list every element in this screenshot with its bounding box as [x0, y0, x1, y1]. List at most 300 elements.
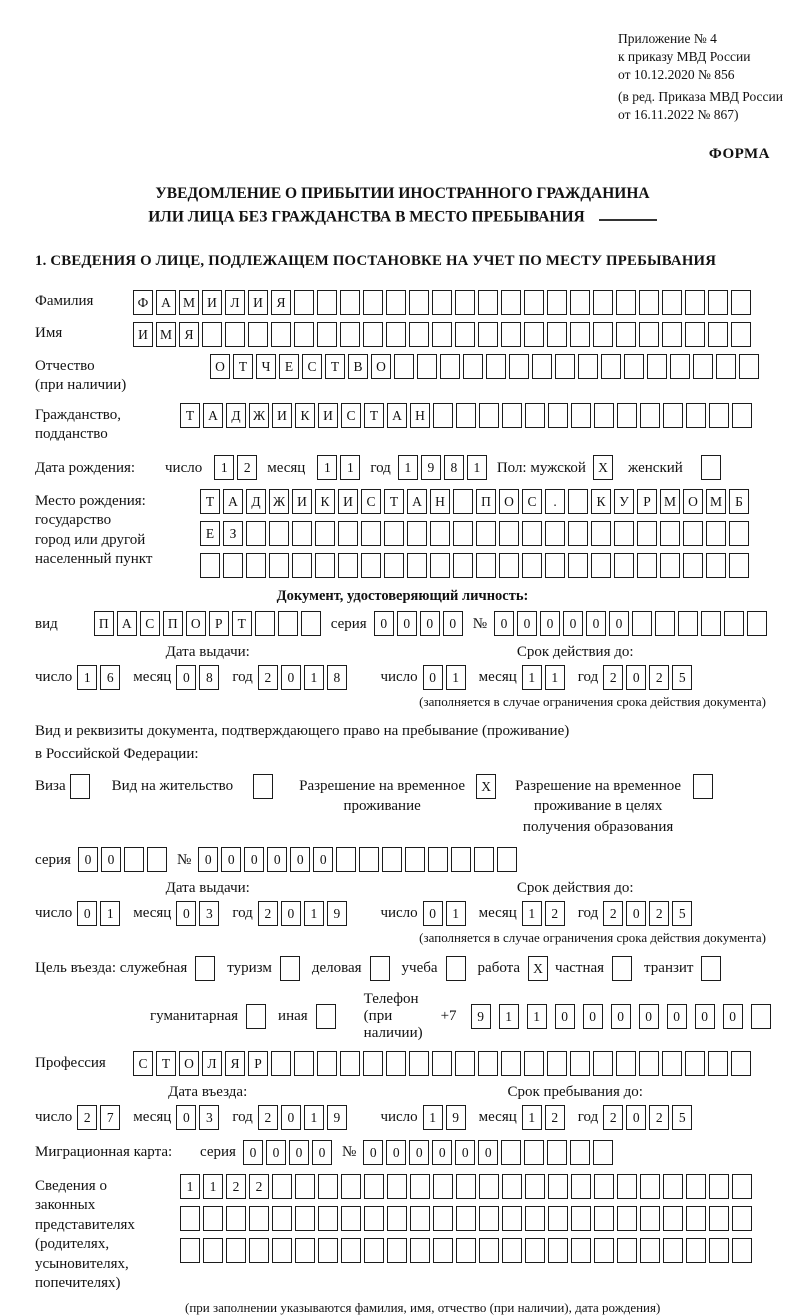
char-cell[interactable]: Ч: [256, 354, 276, 379]
char-cell[interactable]: [708, 1051, 728, 1076]
char-cell[interactable]: 1: [499, 1004, 519, 1029]
char-cell[interactable]: И: [292, 489, 312, 514]
char-cell[interactable]: [433, 1174, 453, 1199]
char-cell[interactable]: [568, 521, 588, 546]
char-cell[interactable]: О: [499, 489, 519, 514]
char-cell[interactable]: 1: [522, 665, 542, 690]
char-cell[interactable]: С: [133, 1051, 153, 1076]
char-cell[interactable]: [571, 403, 591, 428]
char-cell[interactable]: [571, 1174, 591, 1199]
char-cell[interactable]: [502, 403, 522, 428]
char-cell[interactable]: 0: [583, 1004, 603, 1029]
char-cell[interactable]: 3: [199, 901, 219, 926]
char-cell[interactable]: [384, 521, 404, 546]
char-cell[interactable]: [548, 1174, 568, 1199]
char-cell[interactable]: 2: [649, 665, 669, 690]
char-cell[interactable]: [662, 1051, 682, 1076]
char-cell[interactable]: [271, 322, 291, 347]
char-cell[interactable]: [501, 1140, 521, 1165]
char-cell[interactable]: 1: [304, 665, 324, 690]
char-cell[interactable]: [249, 1238, 269, 1263]
char-cell[interactable]: [647, 354, 667, 379]
char-cell[interactable]: 9: [446, 1105, 466, 1130]
char-cell[interactable]: Л: [225, 290, 245, 315]
char-cell[interactable]: [338, 521, 358, 546]
char-cell[interactable]: 2: [258, 1105, 278, 1130]
char-cell[interactable]: [478, 290, 498, 315]
char-cell[interactable]: [479, 403, 499, 428]
char-cell[interactable]: [428, 847, 448, 872]
char-cell[interactable]: [430, 521, 450, 546]
char-cell[interactable]: [686, 1238, 706, 1263]
char-cell[interactable]: 1: [522, 901, 542, 926]
char-cell[interactable]: [294, 1051, 314, 1076]
char-cell[interactable]: 1: [203, 1174, 223, 1199]
char-cell[interactable]: [409, 322, 429, 347]
char-cell[interactable]: О: [371, 354, 391, 379]
char-cell[interactable]: [686, 403, 706, 428]
char-cell[interactable]: И: [272, 403, 292, 428]
char-cell[interactable]: 1: [100, 901, 120, 926]
char-cell[interactable]: К: [591, 489, 611, 514]
char-cell[interactable]: 2: [649, 1105, 669, 1130]
char-cell[interactable]: 0: [101, 847, 121, 872]
char-cell[interactable]: [341, 1206, 361, 1231]
char-cell[interactable]: Я: [271, 290, 291, 315]
char-cell[interactable]: 0: [313, 847, 333, 872]
char-cell[interactable]: [341, 1238, 361, 1263]
char-cell[interactable]: [453, 553, 473, 578]
char-cell[interactable]: 0: [639, 1004, 659, 1029]
char-cell[interactable]: [640, 403, 660, 428]
char-cell[interactable]: 0: [386, 1140, 406, 1165]
char-cell[interactable]: Е: [200, 521, 220, 546]
char-cell[interactable]: [706, 553, 726, 578]
char-cell[interactable]: 8: [199, 665, 219, 690]
char-cell[interactable]: 0: [266, 1140, 286, 1165]
char-cell[interactable]: В: [348, 354, 368, 379]
char-cell[interactable]: [724, 611, 744, 636]
char-cell[interactable]: 2: [237, 455, 257, 480]
char-cell[interactable]: 0: [609, 611, 629, 636]
checkbox-work[interactable]: X: [528, 956, 548, 981]
char-cell[interactable]: 0: [455, 1140, 475, 1165]
char-cell[interactable]: [363, 290, 383, 315]
char-cell[interactable]: [614, 553, 634, 578]
char-cell[interactable]: 1: [180, 1174, 200, 1199]
char-cell[interactable]: [364, 1238, 384, 1263]
char-cell[interactable]: [479, 1174, 499, 1199]
char-cell[interactable]: [640, 1174, 660, 1199]
char-cell[interactable]: [593, 1140, 613, 1165]
char-cell[interactable]: [361, 521, 381, 546]
char-cell[interactable]: [363, 1051, 383, 1076]
char-cell[interactable]: [479, 1238, 499, 1263]
char-cell[interactable]: [640, 1238, 660, 1263]
char-cell[interactable]: [387, 1174, 407, 1199]
char-cell[interactable]: О: [186, 611, 206, 636]
char-cell[interactable]: К: [295, 403, 315, 428]
char-cell[interactable]: [386, 1051, 406, 1076]
char-cell[interactable]: [594, 1238, 614, 1263]
char-cell[interactable]: И: [202, 290, 222, 315]
char-cell[interactable]: [524, 290, 544, 315]
char-cell[interactable]: [731, 322, 751, 347]
char-cell[interactable]: 0: [281, 901, 301, 926]
char-cell[interactable]: 0: [667, 1004, 687, 1029]
char-cell[interactable]: [729, 553, 749, 578]
char-cell[interactable]: [616, 1051, 636, 1076]
char-cell[interactable]: Я: [225, 1051, 245, 1076]
char-cell[interactable]: 2: [258, 901, 278, 926]
char-cell[interactable]: 0: [78, 847, 98, 872]
char-cell[interactable]: 1: [446, 665, 466, 690]
char-cell[interactable]: [361, 553, 381, 578]
char-cell[interactable]: 0: [626, 901, 646, 926]
char-cell[interactable]: О: [683, 489, 703, 514]
char-cell[interactable]: 5: [672, 901, 692, 926]
char-cell[interactable]: [410, 1174, 430, 1199]
char-cell[interactable]: [655, 611, 675, 636]
char-cell[interactable]: 0: [611, 1004, 631, 1029]
char-cell[interactable]: [732, 1238, 752, 1263]
char-cell[interactable]: [706, 521, 726, 546]
char-cell[interactable]: [340, 290, 360, 315]
char-cell[interactable]: [547, 1140, 567, 1165]
char-cell[interactable]: З: [223, 521, 243, 546]
char-cell[interactable]: [318, 1206, 338, 1231]
char-cell[interactable]: И: [318, 403, 338, 428]
char-cell[interactable]: 5: [672, 665, 692, 690]
char-cell[interactable]: [639, 1051, 659, 1076]
char-cell[interactable]: П: [94, 611, 114, 636]
char-cell[interactable]: [405, 847, 425, 872]
char-cell[interactable]: [474, 847, 494, 872]
char-cell[interactable]: [382, 847, 402, 872]
char-cell[interactable]: [432, 322, 452, 347]
char-cell[interactable]: [455, 290, 475, 315]
char-cell[interactable]: [456, 403, 476, 428]
char-cell[interactable]: 2: [226, 1174, 246, 1199]
char-cell[interactable]: [292, 553, 312, 578]
char-cell[interactable]: 1: [398, 455, 418, 480]
char-cell[interactable]: 0: [420, 611, 440, 636]
char-cell[interactable]: [548, 1238, 568, 1263]
char-cell[interactable]: [594, 403, 614, 428]
char-cell[interactable]: [451, 847, 471, 872]
char-cell[interactable]: 0: [626, 1105, 646, 1130]
char-cell[interactable]: [486, 354, 506, 379]
char-cell[interactable]: [226, 1238, 246, 1263]
char-cell[interactable]: [663, 403, 683, 428]
char-cell[interactable]: [709, 403, 729, 428]
char-cell[interactable]: [614, 521, 634, 546]
char-cell[interactable]: 0: [626, 665, 646, 690]
char-cell[interactable]: [456, 1238, 476, 1263]
char-cell[interactable]: [568, 553, 588, 578]
checkbox-transit[interactable]: [701, 956, 721, 981]
char-cell[interactable]: М: [156, 322, 176, 347]
char-cell[interactable]: [295, 1174, 315, 1199]
char-cell[interactable]: [147, 847, 167, 872]
char-cell[interactable]: 2: [603, 901, 623, 926]
char-cell[interactable]: [617, 1206, 637, 1231]
char-cell[interactable]: 9: [327, 1105, 347, 1130]
char-cell[interactable]: 0: [176, 901, 196, 926]
char-cell[interactable]: [315, 553, 335, 578]
char-cell[interactable]: [570, 1051, 590, 1076]
char-cell[interactable]: [478, 1051, 498, 1076]
char-cell[interactable]: С: [302, 354, 322, 379]
char-cell[interactable]: Ф: [133, 290, 153, 315]
char-cell[interactable]: [639, 322, 659, 347]
char-cell[interactable]: [701, 611, 721, 636]
char-cell[interactable]: [294, 322, 314, 347]
char-cell[interactable]: [340, 1051, 360, 1076]
char-cell[interactable]: 1: [467, 455, 487, 480]
char-cell[interactable]: 2: [649, 901, 669, 926]
char-cell[interactable]: [387, 1206, 407, 1231]
char-cell[interactable]: 5: [672, 1105, 692, 1130]
char-cell[interactable]: [336, 847, 356, 872]
char-cell[interactable]: Т: [180, 403, 200, 428]
char-cell[interactable]: [430, 553, 450, 578]
char-cell[interactable]: [246, 553, 266, 578]
char-cell[interactable]: [670, 354, 690, 379]
char-cell[interactable]: [570, 322, 590, 347]
char-cell[interactable]: Т: [325, 354, 345, 379]
char-cell[interactable]: 3: [199, 1105, 219, 1130]
char-cell[interactable]: П: [163, 611, 183, 636]
char-cell[interactable]: Н: [430, 489, 450, 514]
char-cell[interactable]: [248, 322, 268, 347]
char-cell[interactable]: 7: [100, 1105, 120, 1130]
char-cell[interactable]: 0: [290, 847, 310, 872]
char-cell[interactable]: [732, 403, 752, 428]
char-cell[interactable]: 0: [289, 1140, 309, 1165]
char-cell[interactable]: 0: [478, 1140, 498, 1165]
char-cell[interactable]: [739, 354, 759, 379]
char-cell[interactable]: [571, 1206, 591, 1231]
char-cell[interactable]: [716, 354, 736, 379]
char-cell[interactable]: [624, 354, 644, 379]
char-cell[interactable]: 0: [363, 1140, 383, 1165]
char-cell[interactable]: [570, 1140, 590, 1165]
char-cell[interactable]: 0: [695, 1004, 715, 1029]
char-cell[interactable]: [497, 847, 517, 872]
char-cell[interactable]: П: [476, 489, 496, 514]
char-cell[interactable]: 0: [723, 1004, 743, 1029]
char-cell[interactable]: [225, 322, 245, 347]
char-cell[interactable]: 0: [443, 611, 463, 636]
char-cell[interactable]: [407, 521, 427, 546]
char-cell[interactable]: [272, 1174, 292, 1199]
char-cell[interactable]: Я: [179, 322, 199, 347]
char-cell[interactable]: [124, 847, 144, 872]
char-cell[interactable]: [617, 1174, 637, 1199]
char-cell[interactable]: [509, 354, 529, 379]
char-cell[interactable]: 8: [327, 665, 347, 690]
char-cell[interactable]: Т: [364, 403, 384, 428]
char-cell[interactable]: 0: [423, 901, 443, 926]
char-cell[interactable]: 2: [258, 665, 278, 690]
char-cell[interactable]: [359, 847, 379, 872]
char-cell[interactable]: 1: [304, 1105, 324, 1130]
char-cell[interactable]: И: [248, 290, 268, 315]
char-cell[interactable]: Т: [156, 1051, 176, 1076]
char-cell[interactable]: [678, 611, 698, 636]
char-cell[interactable]: 1: [545, 665, 565, 690]
char-cell[interactable]: [686, 1174, 706, 1199]
char-cell[interactable]: 1: [340, 455, 360, 480]
char-cell[interactable]: [295, 1238, 315, 1263]
char-cell[interactable]: [180, 1238, 200, 1263]
char-cell[interactable]: [547, 322, 567, 347]
char-cell[interactable]: 0: [586, 611, 606, 636]
char-cell[interactable]: [387, 1238, 407, 1263]
char-cell[interactable]: [453, 489, 473, 514]
char-cell[interactable]: [522, 521, 542, 546]
char-cell[interactable]: [200, 553, 220, 578]
char-cell[interactable]: [747, 611, 767, 636]
char-cell[interactable]: [693, 354, 713, 379]
char-cell[interactable]: [440, 354, 460, 379]
char-cell[interactable]: [394, 354, 414, 379]
char-cell[interactable]: 0: [267, 847, 287, 872]
char-cell[interactable]: [708, 290, 728, 315]
char-cell[interactable]: [463, 354, 483, 379]
char-cell[interactable]: [524, 1051, 544, 1076]
char-cell[interactable]: [637, 521, 657, 546]
checkbox-residence-permit[interactable]: [253, 774, 273, 799]
char-cell[interactable]: 1: [77, 665, 97, 690]
char-cell[interactable]: 0: [432, 1140, 452, 1165]
char-cell[interactable]: [410, 1206, 430, 1231]
char-cell[interactable]: 0: [374, 611, 394, 636]
char-cell[interactable]: 1: [446, 901, 466, 926]
char-cell[interactable]: [570, 290, 590, 315]
char-cell[interactable]: С: [361, 489, 381, 514]
checkbox-humanitarian[interactable]: [246, 1004, 266, 1029]
char-cell[interactable]: 2: [545, 901, 565, 926]
char-cell[interactable]: [594, 1174, 614, 1199]
char-cell[interactable]: [548, 403, 568, 428]
char-cell[interactable]: [601, 354, 621, 379]
char-cell[interactable]: [203, 1206, 223, 1231]
char-cell[interactable]: А: [117, 611, 137, 636]
char-cell[interactable]: [616, 290, 636, 315]
checkbox-business[interactable]: [370, 956, 390, 981]
char-cell[interactable]: [591, 521, 611, 546]
char-cell[interactable]: Т: [233, 354, 253, 379]
char-cell[interactable]: [501, 290, 521, 315]
char-cell[interactable]: [593, 1051, 613, 1076]
char-cell[interactable]: [456, 1174, 476, 1199]
char-cell[interactable]: 0: [243, 1140, 263, 1165]
char-cell[interactable]: И: [338, 489, 358, 514]
char-cell[interactable]: [591, 553, 611, 578]
char-cell[interactable]: [685, 322, 705, 347]
char-cell[interactable]: А: [156, 290, 176, 315]
char-cell[interactable]: [732, 1206, 752, 1231]
char-cell[interactable]: [295, 1206, 315, 1231]
checkbox-study[interactable]: [446, 956, 466, 981]
char-cell[interactable]: У: [614, 489, 634, 514]
char-cell[interactable]: О: [210, 354, 230, 379]
char-cell[interactable]: [318, 1238, 338, 1263]
char-cell[interactable]: Б: [729, 489, 749, 514]
checkbox-temp-residence-education[interactable]: [693, 774, 713, 799]
char-cell[interactable]: [751, 1004, 771, 1029]
char-cell[interactable]: Р: [637, 489, 657, 514]
char-cell[interactable]: [271, 1051, 291, 1076]
char-cell[interactable]: М: [706, 489, 726, 514]
checkbox-visa[interactable]: [70, 774, 90, 799]
char-cell[interactable]: [731, 290, 751, 315]
char-cell[interactable]: [476, 521, 496, 546]
char-cell[interactable]: Н: [410, 403, 430, 428]
checkbox-male[interactable]: X: [593, 455, 613, 480]
char-cell[interactable]: [578, 354, 598, 379]
char-cell[interactable]: 0: [494, 611, 514, 636]
char-cell[interactable]: 0: [563, 611, 583, 636]
char-cell[interactable]: [637, 553, 657, 578]
checkbox-female[interactable]: [701, 455, 721, 480]
char-cell[interactable]: [409, 1051, 429, 1076]
char-cell[interactable]: [338, 553, 358, 578]
char-cell[interactable]: 1: [423, 1105, 443, 1130]
char-cell[interactable]: А: [223, 489, 243, 514]
char-cell[interactable]: 0: [540, 611, 560, 636]
char-cell[interactable]: [340, 322, 360, 347]
char-cell[interactable]: 0: [423, 665, 443, 690]
char-cell[interactable]: [524, 322, 544, 347]
char-cell[interactable]: [223, 553, 243, 578]
char-cell[interactable]: 1: [317, 455, 337, 480]
char-cell[interactable]: А: [387, 403, 407, 428]
char-cell[interactable]: Е: [279, 354, 299, 379]
char-cell[interactable]: [502, 1238, 522, 1263]
char-cell[interactable]: 0: [409, 1140, 429, 1165]
char-cell[interactable]: [593, 290, 613, 315]
char-cell[interactable]: [479, 1206, 499, 1231]
char-cell[interactable]: [433, 1206, 453, 1231]
char-cell[interactable]: [478, 322, 498, 347]
char-cell[interactable]: М: [179, 290, 199, 315]
char-cell[interactable]: 0: [312, 1140, 332, 1165]
char-cell[interactable]: [315, 521, 335, 546]
char-cell[interactable]: К: [315, 489, 335, 514]
char-cell[interactable]: Д: [246, 489, 266, 514]
char-cell[interactable]: [616, 322, 636, 347]
char-cell[interactable]: [318, 1174, 338, 1199]
char-cell[interactable]: 6: [100, 665, 120, 690]
char-cell[interactable]: Д: [226, 403, 246, 428]
char-cell[interactable]: [499, 521, 519, 546]
char-cell[interactable]: [499, 553, 519, 578]
char-cell[interactable]: [660, 521, 680, 546]
char-cell[interactable]: 0: [281, 665, 301, 690]
char-cell[interactable]: Т: [384, 489, 404, 514]
char-cell[interactable]: [545, 521, 565, 546]
char-cell[interactable]: [407, 553, 427, 578]
char-cell[interactable]: 2: [545, 1105, 565, 1130]
char-cell[interactable]: [301, 611, 321, 636]
char-cell[interactable]: [683, 521, 703, 546]
char-cell[interactable]: Т: [232, 611, 252, 636]
char-cell[interactable]: [639, 290, 659, 315]
char-cell[interactable]: Ж: [249, 403, 269, 428]
